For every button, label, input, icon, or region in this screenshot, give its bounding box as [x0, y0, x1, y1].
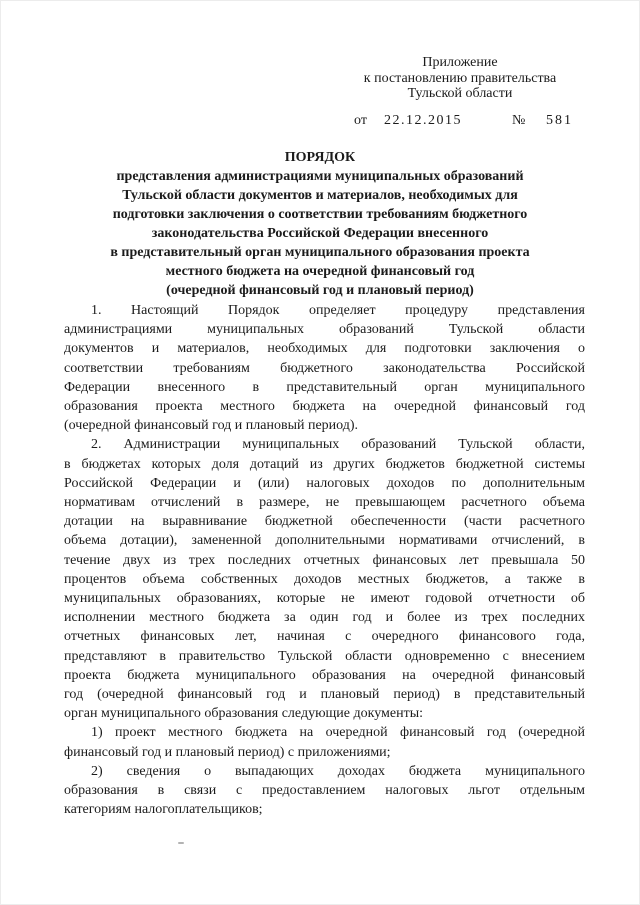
- text-line: нормативам отчислений в размере, не превышающем расчетного объема: [64, 495, 585, 511]
- text-line: соответствии требованиям бюджетного законодательства Российской: [64, 360, 585, 376]
- text-line: (очередной финансовый год и плановый период).: [64, 418, 359, 434]
- text-line: документов и материалов, необходимых для подготовки заключения о: [64, 341, 585, 357]
- text-line: муниципальных образованиях, которые не имеют годовой отчетности об: [64, 591, 585, 607]
- annex-line: Тульской области: [407, 86, 513, 101]
- text-line: финансовый год и плановый период) с приложениями;: [64, 744, 391, 760]
- text-line: дотации на выравнивание бюджетной обеспеченности (части расчетного: [64, 514, 585, 530]
- text-line: в бюджетах которых доля дотаций из других бюджетов бюджетной системы: [64, 456, 585, 472]
- number-sign: №: [512, 113, 526, 128]
- annex-block: [352, 55, 568, 102]
- paragraph: [64, 762, 585, 820]
- date-value: 22.12.2015: [384, 113, 462, 128]
- text-line: образования проекта местного бюджета на очередной финансовый год: [64, 399, 585, 415]
- title-line: (очередной финансовый год и плановый период): [166, 283, 474, 298]
- text-line: Российской Федерации и (или) налоговых доходов по дополнительным: [64, 475, 585, 491]
- number-value: 581: [546, 113, 573, 128]
- text-line: год (очередной финансовый год и плановый период) в представительный: [64, 687, 585, 703]
- text-line: 1. Настоящий Порядок определяет процедуру представления: [91, 303, 585, 318]
- text-line: исполнении местного бюджета за один год и более из трех последних: [64, 610, 585, 626]
- text-line: администрациями муниципальных образований Тульской области: [64, 322, 585, 338]
- title-line: подготовки заключения о соответствии требованиям бюджетного: [112, 207, 528, 222]
- text-line: 2. Администрации муниципальных образований Тульской области,: [91, 437, 585, 453]
- date-line: [0, 113, 640, 131]
- text-line: течение двух из трех последних отчетных финансовых лет превышала 50: [64, 552, 585, 568]
- text-line: отчетных финансовых лет, начиная с очередного финансового года,: [64, 629, 585, 645]
- title-line: законодательства Российской Федерации внесенного: [151, 226, 489, 241]
- text-line: образования в связи с предоставлением налоговых льгот отдельным: [64, 783, 585, 799]
- text-line: орган муниципального образования следующие документы:: [64, 706, 424, 722]
- title-line: местного бюджета на очередной финансовый год: [165, 264, 475, 279]
- document-title: [40, 148, 600, 300]
- text-line: объема дотации), замененной дополнительными нормативами отчислений, в: [64, 533, 585, 549]
- annex-line: к постановлению правительства: [363, 70, 557, 86]
- paragraph: [64, 301, 585, 435]
- date-from-label: от: [354, 113, 367, 128]
- title-line: представления администрациями муниципальных образований: [116, 169, 524, 184]
- paragraph: [64, 435, 585, 723]
- title-line: Тульской области документов и материалов, необходимых для: [122, 188, 518, 203]
- paragraph: [64, 723, 585, 761]
- text-line: 1) проект местного бюджета на очередной финансовый год (очередной: [91, 725, 585, 741]
- title-line: в представительный орган муниципального образования проекта: [110, 245, 530, 260]
- annex-line: Приложение: [422, 55, 498, 70]
- scan-artifact-dash: [178, 842, 184, 844]
- text-line: проекта бюджета муниципального образования на очередной финансовый: [64, 667, 585, 683]
- document-body: [64, 301, 585, 819]
- text-line: процентов объема собственных доходов местных бюджетов, а также в: [64, 571, 585, 587]
- title-line: ПОРЯДОК: [284, 150, 356, 165]
- text-line: представляют в правительство Тульской области одновременно с внесением: [64, 648, 585, 664]
- text-line: Федерации внесенного в представительный орган муниципального: [64, 379, 585, 395]
- text-line: 2) сведения о выпадающих доходах бюджета муниципального: [91, 763, 585, 779]
- text-line: категориям налогоплательщиков;: [64, 802, 263, 818]
